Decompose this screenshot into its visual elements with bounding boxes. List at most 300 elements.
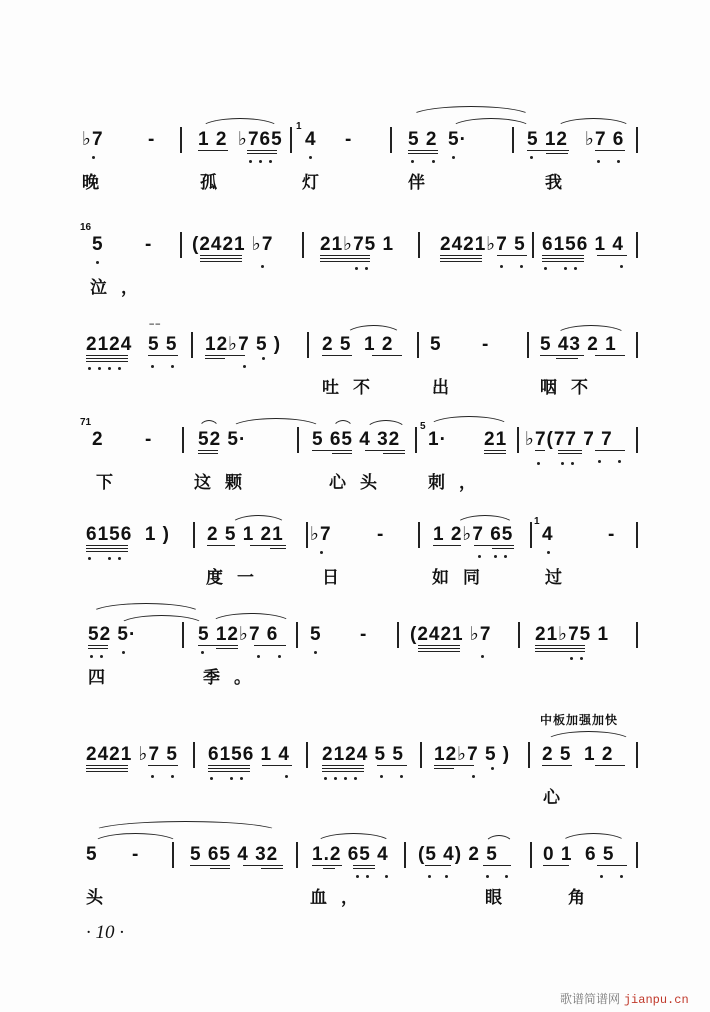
octave-dot <box>486 875 489 878</box>
octave-dot <box>257 655 260 658</box>
note-group: - <box>360 624 368 645</box>
note-group: ♭7 6 <box>585 129 625 150</box>
octave-dot <box>571 462 574 465</box>
note-group: - <box>148 129 156 150</box>
note-group: - <box>132 844 140 865</box>
bar-line <box>302 232 304 258</box>
octave-dot <box>324 777 327 780</box>
bar-line <box>180 232 182 258</box>
duration-underline <box>365 450 405 451</box>
octave-dot <box>597 160 600 163</box>
note-group: 2421♭7 5 <box>440 234 526 255</box>
octave-dot <box>90 655 93 658</box>
bar-line <box>180 127 182 153</box>
duration-underline <box>148 355 178 356</box>
lyric-text: 季。 <box>203 668 265 688</box>
octave-dot <box>617 160 620 163</box>
bar-line <box>636 842 638 868</box>
note-group: 4 <box>542 524 554 545</box>
duration-underline <box>418 645 460 646</box>
bar-line <box>306 742 308 768</box>
duration-underline <box>535 645 585 646</box>
octave-dot <box>354 777 357 780</box>
duration-underline <box>88 648 108 649</box>
bar-line <box>296 842 298 868</box>
bar-line <box>636 127 638 153</box>
octave-dot <box>520 265 523 268</box>
octave-dot <box>171 365 174 368</box>
octave-dot <box>530 156 533 159</box>
note-group: 5 43 2 1 <box>540 334 617 355</box>
grace-note: 1 <box>296 121 302 132</box>
duration-underline <box>353 868 375 869</box>
note-group: 52 5· <box>198 429 247 450</box>
octave-dot <box>428 875 431 878</box>
duration-underline <box>205 355 245 356</box>
bar-line <box>307 332 309 358</box>
octave-dot <box>445 875 448 878</box>
lyric-text: 灯 <box>302 173 333 193</box>
octave-dot <box>96 261 99 264</box>
duration-underline <box>312 865 342 866</box>
duration-underline <box>535 450 545 451</box>
octave-dot <box>118 557 121 560</box>
bar-line <box>297 427 299 453</box>
octave-dot <box>210 777 213 780</box>
duration-underline <box>200 258 242 259</box>
bar-line <box>296 622 298 648</box>
octave-dot <box>478 555 481 558</box>
bar-line <box>636 522 638 548</box>
note-group: 12♭7 5 ) <box>205 334 282 355</box>
staff-line <box>0 516 710 635</box>
note-group: 21♭75 1 <box>535 624 610 645</box>
note-group: 2124 5 5 <box>322 744 404 765</box>
note-group: 2 5 1 21 <box>207 524 284 545</box>
duration-underline <box>261 868 283 869</box>
note-group: 5 12♭7 6 <box>198 624 279 645</box>
duration-underline <box>483 865 511 866</box>
octave-dot <box>570 657 573 660</box>
duration-underline <box>408 153 438 154</box>
bar-line <box>182 622 184 648</box>
note-group: 1.2 65 4 <box>312 844 389 865</box>
octave-dot <box>259 160 262 163</box>
octave-dot <box>100 655 103 658</box>
duration-underline <box>433 545 461 546</box>
note-group: ♭7(77 7 7 <box>525 429 613 450</box>
note-group: 5 5 <box>148 334 178 355</box>
octave-dot <box>500 265 503 268</box>
duration-underline <box>322 768 364 769</box>
duration-underline <box>440 261 482 262</box>
bar-line <box>636 622 638 648</box>
lyric-text: 泣， <box>90 278 152 298</box>
octave-dot <box>243 365 246 368</box>
octave-dot <box>108 367 111 370</box>
note-group: - <box>345 129 353 150</box>
watermark <box>560 990 689 1007</box>
lyric-text: 我 <box>545 173 576 193</box>
duration-underline <box>190 865 230 866</box>
bar-line <box>417 332 419 358</box>
duration-underline <box>198 450 218 451</box>
bar-line <box>527 332 529 358</box>
duration-underline <box>148 765 178 766</box>
bar-line <box>530 842 532 868</box>
duration-underline <box>595 355 625 356</box>
duration-underline <box>86 358 128 359</box>
duration-underline <box>558 450 582 451</box>
bar-line <box>636 427 638 453</box>
octave-dot <box>118 367 121 370</box>
duration-underline <box>247 150 277 151</box>
duration-underline <box>200 261 242 262</box>
note-group: 1· <box>428 429 447 450</box>
duration-underline <box>86 551 128 552</box>
duration-underline <box>484 453 506 454</box>
octave-dot <box>561 462 564 465</box>
lyric-text: 下 <box>96 473 127 493</box>
octave-dot <box>88 557 91 560</box>
note-group: 5 <box>86 844 98 865</box>
note-group: 6156 1 4 <box>542 234 624 255</box>
duration-underline <box>216 648 238 649</box>
duration-underline <box>86 361 128 362</box>
lyric-text: 血， <box>310 888 372 908</box>
octave-dot <box>481 655 484 658</box>
octave-dot <box>452 156 455 159</box>
bar-line <box>518 622 520 648</box>
octave-dot <box>365 267 368 270</box>
octave-dot <box>504 555 507 558</box>
lyric-text: 心 <box>543 788 574 808</box>
duration-underline <box>88 645 108 646</box>
octave-dot <box>537 462 540 465</box>
duration-underline <box>332 453 352 454</box>
note-group: 5 2 <box>408 129 438 150</box>
lyric-text: 吐不 <box>322 378 384 398</box>
note-group: - <box>608 524 616 545</box>
octave-dot <box>261 265 264 268</box>
note-group: 6156 1 ) <box>86 524 170 545</box>
note-group: 1 2 <box>198 129 228 150</box>
staff-line <box>0 121 710 240</box>
duration-underline <box>535 651 585 652</box>
slur-arc <box>555 118 632 129</box>
octave-dot <box>262 357 265 360</box>
octave-dot <box>600 875 603 878</box>
octave-dot <box>618 460 621 463</box>
duration-underline <box>527 150 569 151</box>
duration-underline <box>86 768 128 769</box>
note-group: 21 <box>484 429 508 450</box>
note-group: 1 2♭7 65 <box>433 524 514 545</box>
bar-line <box>636 742 638 768</box>
grace-note: 1 <box>534 516 540 527</box>
duration-underline <box>595 450 625 451</box>
bar-line <box>532 232 534 258</box>
duration-underline <box>243 865 283 866</box>
duration-underline <box>383 453 405 454</box>
duration-underline <box>418 648 460 649</box>
octave-dot <box>151 775 154 778</box>
lyric-text: 孤 <box>200 173 231 193</box>
note-group: ♭765 <box>238 129 283 150</box>
note-group: ♭7 <box>310 524 332 545</box>
lyric-text: 咽不 <box>540 378 602 398</box>
note-group: 5· <box>448 129 467 150</box>
bar-line <box>172 842 174 868</box>
duration-underline <box>198 645 238 646</box>
octave-dot <box>151 365 154 368</box>
duration-underline <box>262 765 292 766</box>
bar-line <box>182 427 184 453</box>
note-group: (2421 ♭7 <box>192 234 274 255</box>
duration-underline <box>323 868 335 869</box>
bar-line <box>290 127 292 153</box>
octave-dot <box>171 775 174 778</box>
octave-dot <box>249 160 252 163</box>
octave-dot <box>108 557 111 560</box>
duration-underline <box>595 765 625 766</box>
duration-underline <box>86 765 128 766</box>
bar-line <box>418 522 420 548</box>
octave-dot <box>344 777 347 780</box>
octave-dot <box>314 651 317 654</box>
octave-dot <box>411 160 414 163</box>
octave-dot <box>564 267 567 270</box>
octave-dot <box>88 367 91 370</box>
bar-line <box>528 742 530 768</box>
octave-dot <box>355 267 358 270</box>
duration-underline <box>250 545 286 546</box>
note-group: (5 4) 2 5 <box>418 844 498 865</box>
duration-underline <box>535 648 585 649</box>
grace-note: 71 <box>80 417 92 428</box>
octave-dot <box>230 777 233 780</box>
duration-underline <box>86 771 128 772</box>
watermark-cn: 歌谱简谱网 <box>560 992 621 1006</box>
slur-arc <box>200 118 280 129</box>
duration-underline <box>86 545 128 546</box>
duration-underline <box>320 261 370 262</box>
note-group: - <box>145 429 153 450</box>
duration-underline <box>597 255 627 256</box>
duration-underline <box>434 768 454 769</box>
tempo-marking: 中板加强加快 <box>540 713 619 727</box>
page-number: · 10 · <box>86 922 124 943</box>
grace-note: 16 <box>80 222 92 233</box>
duration-underline <box>542 261 584 262</box>
octave-dot <box>201 651 204 654</box>
duration-underline <box>595 150 625 151</box>
note-group: 21♭75 1 <box>320 234 395 255</box>
duration-underline <box>254 645 286 646</box>
octave-dot <box>122 651 125 654</box>
bar-line <box>193 522 195 548</box>
note-group: (2421 ♭7 <box>410 624 492 645</box>
octave-dot <box>574 267 577 270</box>
note-group: 5 <box>92 234 104 255</box>
duration-underline <box>247 153 277 154</box>
note-group: - <box>145 234 153 255</box>
octave-dot <box>620 875 623 878</box>
duration-underline <box>492 548 514 549</box>
note-group: 12♭7 5 ) <box>434 744 511 765</box>
duration-underline <box>198 150 228 151</box>
duration-underline <box>543 865 569 866</box>
duration-underline <box>198 453 218 454</box>
duration-underline <box>484 450 506 451</box>
bar-line <box>512 127 514 153</box>
octave-dot <box>334 777 337 780</box>
lyric-text: 刺， <box>428 473 490 493</box>
note-group: - <box>482 334 490 355</box>
note-group: - <box>377 524 385 545</box>
duration-underline <box>270 548 286 549</box>
note-group: 2 5 1 2 <box>542 744 614 765</box>
duration-underline <box>546 153 568 154</box>
duration-underline <box>377 765 407 766</box>
octave-dot <box>269 160 272 163</box>
duration-underline <box>440 258 482 259</box>
duration-underline <box>200 255 242 256</box>
duration-underline <box>497 255 527 256</box>
note-group: 5 <box>430 334 442 355</box>
octave-dot <box>505 875 508 878</box>
duration-underline <box>208 768 250 769</box>
note-group: 5 65 4 32 <box>190 844 279 865</box>
duration-underline <box>434 765 474 766</box>
duration-underline <box>320 255 370 256</box>
lyric-text: 伴 <box>408 173 439 193</box>
duration-underline <box>542 255 584 256</box>
duration-underline <box>312 450 352 451</box>
lyric-text: 过 <box>545 568 576 588</box>
duration-underline <box>322 771 364 772</box>
octave-dot <box>544 267 547 270</box>
note-group: 2 <box>92 429 104 450</box>
bar-line <box>636 232 638 258</box>
octave-dot <box>380 775 383 778</box>
bar-line <box>193 742 195 768</box>
duration-underline <box>322 765 364 766</box>
watermark-en: jianpu.cn <box>623 993 689 1007</box>
bar-line <box>418 232 420 258</box>
note-group: ♭7 <box>82 129 104 150</box>
octave-dot <box>285 775 288 778</box>
octave-dot <box>366 875 369 878</box>
duration-underline <box>408 150 438 151</box>
lyric-text: 如同 <box>432 568 494 588</box>
duration-underline <box>205 358 225 359</box>
octave-dot <box>580 657 583 660</box>
octave-dot <box>472 775 475 778</box>
lyric-text: 晚 <box>82 173 113 193</box>
slur-arc <box>450 118 532 129</box>
lyric-text: 角 <box>568 888 599 908</box>
grace-note: 5 <box>420 421 426 432</box>
duration-underline <box>208 771 250 772</box>
bar-line <box>404 842 406 868</box>
duration-underline <box>474 545 514 546</box>
note-group: 0 1 6 5 <box>543 844 615 865</box>
note-group: 5 <box>310 624 322 645</box>
duration-underline <box>86 355 128 356</box>
duration-underline <box>210 868 230 869</box>
duration-underline <box>542 765 572 766</box>
duration-underline <box>208 765 250 766</box>
note-group: 5 65 4 32 <box>312 429 401 450</box>
octave-dot <box>320 551 323 554</box>
lyric-text: 这颗 <box>194 473 256 493</box>
bar-line <box>517 427 519 453</box>
octave-dot <box>278 655 281 658</box>
note-group: 5 12 <box>527 129 568 150</box>
bar-line <box>390 127 392 153</box>
duration-underline <box>440 255 482 256</box>
note-group: 2124 <box>86 334 133 355</box>
bar-line <box>420 742 422 768</box>
bar-line <box>530 522 532 548</box>
note-group: 52 5· <box>88 624 137 645</box>
duration-underline <box>542 258 584 259</box>
octave-dot <box>432 160 435 163</box>
lyric-text: 度一 <box>206 568 268 588</box>
duration-underline <box>540 355 584 356</box>
octave-dot <box>494 555 497 558</box>
octave-dot <box>309 156 312 159</box>
lyric-text: 四 <box>88 668 119 688</box>
bar-line <box>415 427 417 453</box>
lyric-text: 头 <box>86 888 117 908</box>
grace-note: ‾ ‾ <box>150 324 160 335</box>
bar-line <box>306 522 308 548</box>
note-group: 2421 ♭7 5 <box>86 744 178 765</box>
octave-dot <box>620 265 623 268</box>
duration-underline <box>322 355 352 356</box>
duration-underline <box>207 545 235 546</box>
octave-dot <box>240 777 243 780</box>
octave-dot <box>92 156 95 159</box>
note-group: 6156 1 4 <box>208 744 290 765</box>
octave-dot <box>356 875 359 878</box>
duration-underline <box>425 865 451 866</box>
bar-line <box>397 622 399 648</box>
duration-underline <box>558 453 582 454</box>
octave-dot <box>385 875 388 878</box>
octave-dot <box>547 551 550 554</box>
octave-dot <box>598 460 601 463</box>
lyric-text: 日 <box>322 568 353 588</box>
bar-line <box>636 332 638 358</box>
duration-underline <box>353 865 375 866</box>
octave-dot <box>491 767 494 770</box>
lyric-text: 心头 <box>329 473 391 493</box>
duration-underline <box>372 355 402 356</box>
bar-line <box>191 332 193 358</box>
duration-underline <box>556 358 578 359</box>
slur-arc <box>410 106 532 117</box>
octave-dot <box>98 367 101 370</box>
octave-dot <box>400 775 403 778</box>
lyric-text: 眼 <box>485 888 516 908</box>
lyric-text: 出 <box>432 378 463 398</box>
note-group: 2 5 1 2 <box>322 334 394 355</box>
duration-underline <box>597 865 627 866</box>
duration-underline <box>418 651 460 652</box>
